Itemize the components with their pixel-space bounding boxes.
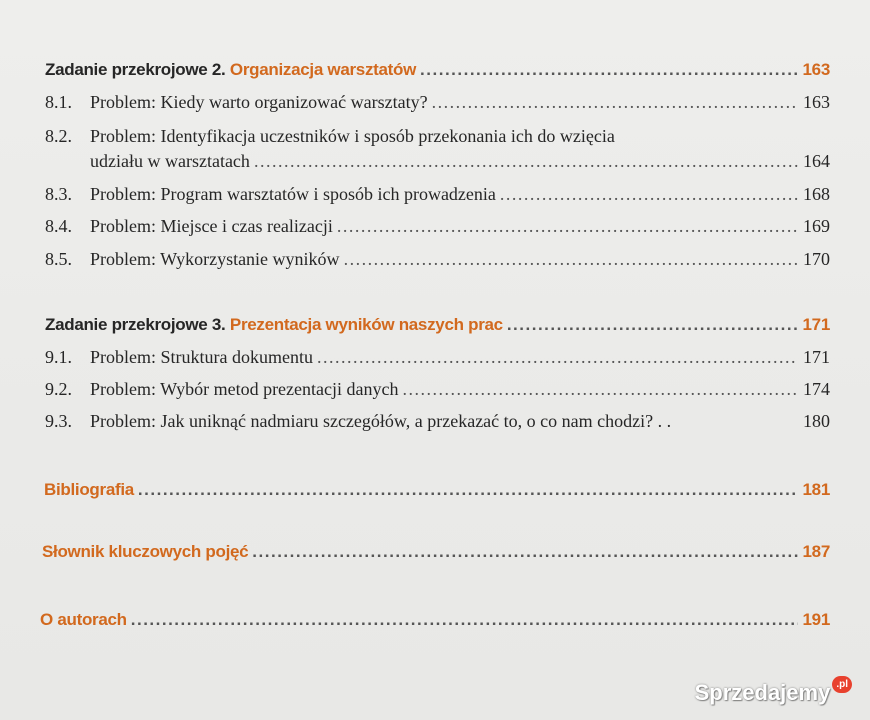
page-number: 171 [802, 315, 830, 334]
entry-label: Problem: Wybór metod prezentacji danych [90, 379, 399, 399]
toc-section-header [45, 315, 830, 335]
page-number: 181 [802, 480, 830, 499]
section-title: Organizacja warsztatów [229, 60, 417, 79]
dot-leader [131, 610, 798, 630]
entry-number: 8.3. [45, 184, 72, 204]
watermark-badge: .pl [832, 676, 852, 693]
dot-leader [337, 216, 798, 237]
toc-entry [45, 411, 830, 432]
dot-leader [403, 379, 799, 400]
dot-leader [432, 92, 798, 113]
page-number: 170 [803, 249, 830, 269]
dot-leader [254, 151, 798, 172]
toc-entry [45, 92, 830, 113]
toc-entry [45, 347, 830, 368]
watermark-text: Sprzedajemy [694, 680, 831, 705]
entry-number: 8.2. [45, 126, 72, 146]
entry-label: Problem: Miejsce i czas realizacji [90, 216, 333, 236]
backmatter-title: Bibliografia [44, 480, 134, 499]
page-number: 187 [802, 542, 830, 561]
dot-leader [500, 184, 798, 205]
section-prefix: Zadanie przekrojowe 3. [45, 315, 226, 334]
dot-leader [317, 347, 798, 368]
backmatter-title: O autorach [40, 610, 127, 629]
toc-backmatter-authors [40, 610, 830, 630]
toc-entry [45, 249, 830, 270]
dot-leader [507, 315, 798, 335]
site-watermark [695, 680, 852, 706]
entry-number: 8.4. [45, 216, 72, 236]
dot-leader [252, 542, 798, 562]
entry-number: 8.1. [45, 92, 72, 112]
entry-label: Problem: Struktura dokumentu [90, 347, 313, 367]
page-number: 191 [802, 610, 830, 629]
page-number: 163 [803, 92, 830, 112]
entry-number: 9.3. [45, 411, 72, 431]
page-number: 180 [803, 411, 830, 431]
toc-section-header [45, 60, 830, 80]
toc-entry [45, 379, 830, 400]
page-number: 164 [803, 151, 830, 171]
entry-number: 8.5. [45, 249, 72, 269]
entry-label: Problem: Kiedy warto organizować warsztaty? [90, 92, 428, 112]
entry-label: Problem: Wykorzystanie wyników [90, 249, 340, 269]
page-number: 171 [803, 347, 830, 367]
dot-leader [420, 60, 798, 80]
dot-leader [344, 249, 798, 270]
entry-label: Problem: Program warsztatów i sposób ich prowadzenia [90, 184, 496, 204]
toc-entry-continuation [45, 151, 830, 172]
entry-number: 9.1. [45, 347, 72, 367]
toc-backmatter-bibliography [44, 480, 830, 500]
entry-number: 9.2. [45, 379, 72, 399]
page-number: 174 [803, 379, 830, 399]
entry-label: Problem: Identyfikacja uczestników i sposób przekonania ich do wzięcia [90, 126, 615, 146]
entry-label: Problem: Jak uniknąć nadmiaru szczegółów, a przekazać to, o co nam chodzi? . . [90, 411, 672, 431]
page-number: 168 [803, 184, 830, 204]
toc-entry [45, 216, 830, 237]
page-number: 169 [803, 216, 830, 236]
backmatter-title: Słownik kluczowych pojęć [42, 542, 249, 561]
toc-entry [45, 126, 830, 147]
entry-label: udziału w warsztatach [90, 151, 250, 171]
toc-entry [45, 184, 830, 205]
section-title: Prezentacja wyników naszych prac [229, 315, 503, 334]
dot-leader [138, 480, 798, 500]
section-prefix: Zadanie przekrojowe 2. [45, 60, 226, 79]
page-number: 163 [802, 60, 830, 79]
toc-backmatter-glossary [42, 542, 830, 562]
